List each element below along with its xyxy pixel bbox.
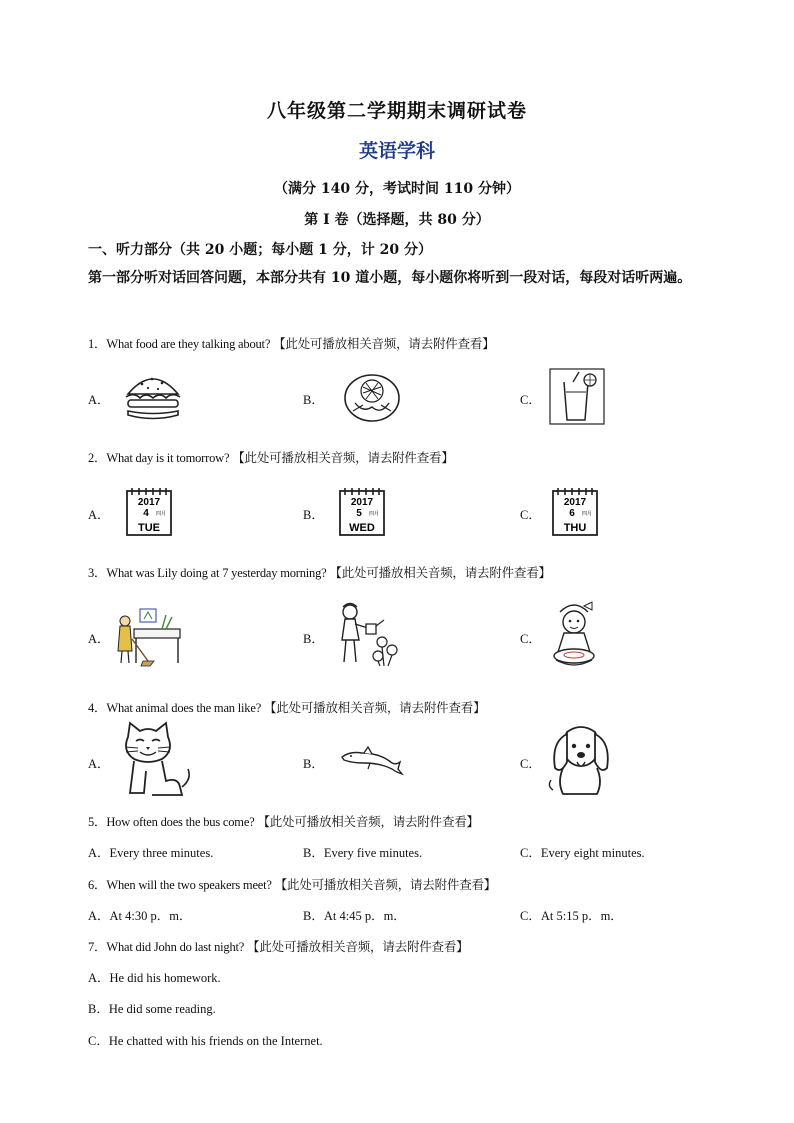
q7-option-a-letter: A． [88, 971, 110, 985]
q5-option-c [520, 843, 645, 861]
q6-option-a [88, 906, 191, 924]
calendar-a-weekday: TUE [138, 522, 160, 534]
q7-option-c-text: He chatted with his friends on the Internet. [108, 1034, 323, 1048]
hamburger-icon [122, 370, 184, 422]
subject-title: 英语学科 [358, 140, 435, 162]
exam-title: 八年级第二学期期末调研试卷 [266, 100, 527, 122]
q5-option-a-text: Every three minutes. [109, 846, 214, 860]
q7-option-b [88, 999, 216, 1017]
section-instruction: 第一部分听对话回答问题，本部分共有 10 道小题，每小题你将听到一段对话，每段对话听两遍。 [88, 270, 692, 286]
calendar-b-date: 5 [356, 508, 362, 519]
q5-option-b [303, 843, 422, 861]
q6-option-b [303, 906, 406, 924]
q7-option-b-text: He did some reading. [108, 1002, 216, 1016]
q5-option-c-letter: C． [520, 846, 541, 860]
pizza-plate-icon [343, 373, 401, 423]
question-1: 1．What food are they talking about? 【此处可播放相关音频，请去附件查看】 [88, 337, 495, 351]
question-6: 6．When will the two speakers meet? 【此处可播放相关音频，请去附件查看】 [88, 878, 497, 892]
q6-option-a-text: At 4:30 p．m． [109, 909, 192, 923]
q4-option-b-label: B． [303, 757, 324, 771]
q4-option-c-label: C． [520, 757, 541, 771]
calendar-icon-wed [337, 486, 387, 538]
calendar-b-month: 四月 [368, 511, 380, 517]
calendar-a-date: 4 [143, 508, 149, 519]
q5-option-b-text: Every five minutes. [323, 846, 423, 860]
q3-option-c-label: C． [520, 632, 541, 646]
q1-option-a-label: A． [88, 393, 110, 407]
question-7: 7．What did John do last night? 【此处可播放相关音频，请去附件查看】 [88, 940, 469, 954]
calendar-b-year: 2017 [350, 497, 374, 508]
q5-option-b-letter: B． [303, 846, 324, 860]
q1-option-b-label: B． [303, 393, 324, 407]
q7-option-a [88, 968, 221, 986]
q6-option-a-letter: A． [88, 909, 110, 923]
q7-option-a-text: He did his homework. [109, 971, 221, 985]
dolphin-icon [340, 745, 404, 777]
exam-info: （满分 140 分，考试时间 110 分钟） [274, 181, 520, 197]
calendar-a-year: 2017 [137, 497, 161, 508]
cat-icon [116, 721, 194, 799]
q6-option-b-letter: B． [303, 909, 324, 923]
q2-option-a-label: A． [88, 508, 110, 522]
q2-option-b-label: B． [303, 508, 324, 522]
question-3: 3．What was Lily doing at 7 yesterday morning? 【此处可播放相关音频，请去附件查看】 [88, 566, 551, 580]
q7-option-c-letter: C． [88, 1034, 109, 1048]
q3-option-b-label: B． [303, 632, 324, 646]
q6-option-b-text: At 4:45 p．m． [323, 909, 406, 923]
question-4: 4．What animal does the man like? 【此处可播放相关音频，请去附件查看】 [88, 701, 486, 715]
calendar-icon-tue [124, 486, 174, 538]
q7-option-b-letter: B． [88, 1002, 109, 1016]
calendar-c-year: 2017 [563, 497, 587, 508]
section-heading: 一、听力部分（共 20 小题；每小题 1 分，计 20 分） [88, 242, 432, 258]
q7-option-c [88, 1031, 323, 1049]
question-5: 5．How often does the bus come? 【此处可播放相关音频，请去附件查看】 [88, 815, 479, 829]
dog-icon [545, 722, 617, 800]
q5-option-c-text: Every eight minutes. [540, 846, 645, 860]
q6-option-c-text: At 5:15 p．m． [540, 909, 623, 923]
juice-glass-icon [549, 368, 605, 425]
q4-option-a-label: A． [88, 757, 110, 771]
part-title: 第 I 卷（选择题，共 80 分） [304, 212, 490, 228]
girl-sweeping-icon [114, 603, 182, 667]
q6-option-c-letter: C． [520, 909, 541, 923]
calendar-icon-thu [550, 486, 600, 538]
calendar-c-month: 四月 [581, 511, 593, 517]
q6-option-c [520, 906, 623, 924]
calendar-c-date: 6 [569, 508, 575, 519]
girl-watering-flowers-icon [334, 598, 402, 670]
q1-option-c-label: C． [520, 393, 541, 407]
q2-option-c-label: C． [520, 508, 541, 522]
calendar-a-month: 四月 [155, 511, 167, 517]
q3-option-a-label: A． [88, 632, 110, 646]
q5-option-a-letter: A． [88, 846, 110, 860]
calendar-c-weekday: THU [563, 522, 587, 534]
q5-option-a [88, 843, 213, 861]
girl-washing-dishes-icon [548, 600, 602, 670]
calendar-b-weekday: WED [349, 522, 375, 534]
question-2: 2．What day is it tomorrow? 【此处可播放相关音频，请去附件查看】 [88, 451, 454, 465]
